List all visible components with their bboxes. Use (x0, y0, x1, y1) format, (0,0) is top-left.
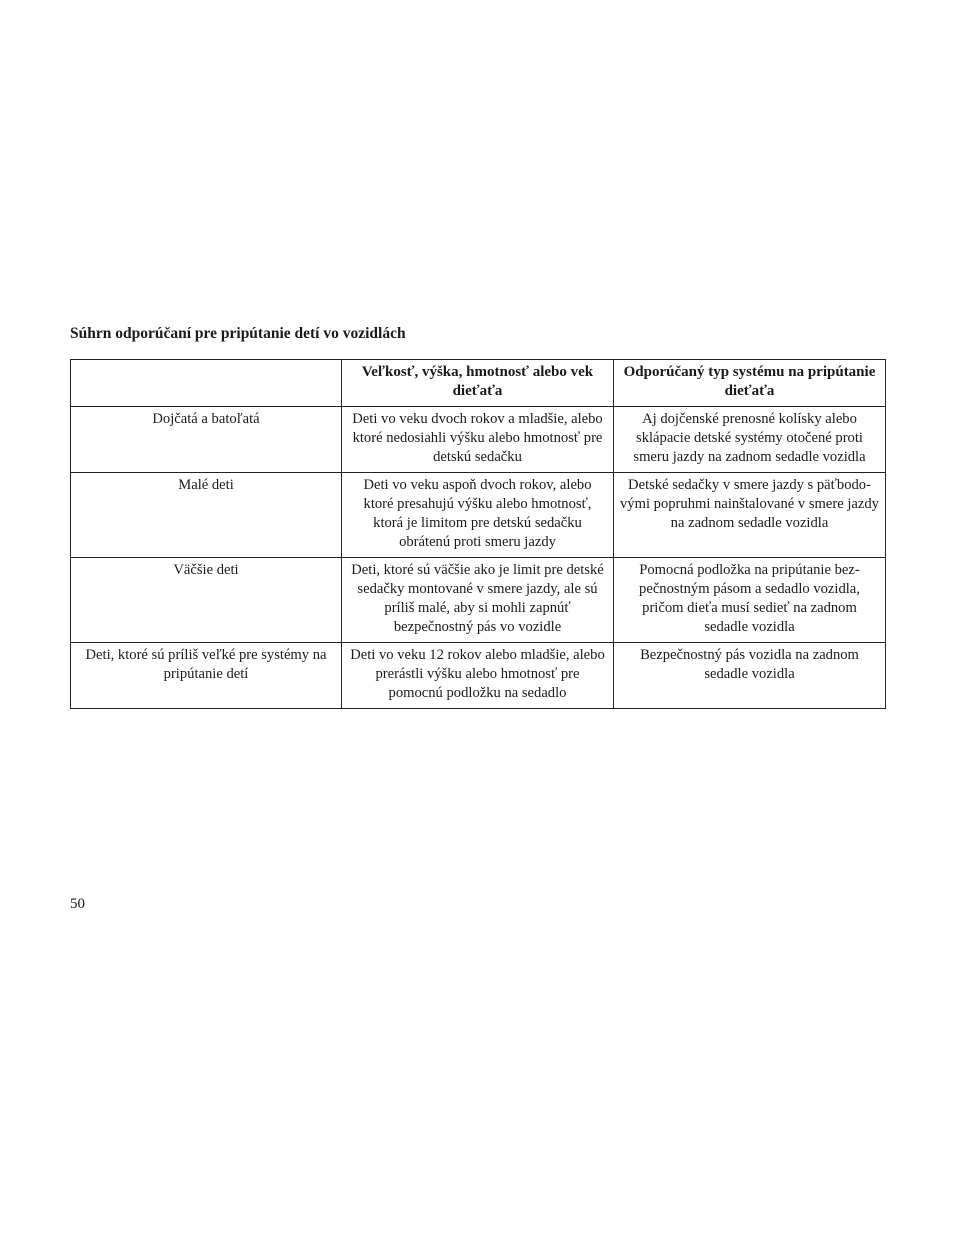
table-cell-recommended-restraint: Bezpečnostný pás vozidla na zadnom sedadle vozidla (614, 643, 886, 709)
header-cell-category (71, 360, 342, 407)
header-cell-recommended-restraint: Odporúčaný typ systému na pripútanie dieťaťa (614, 360, 886, 407)
table-cell-category: Dojčatá a batoľatá (71, 407, 342, 473)
table-cell-category: Deti, ktoré sú príliš veľké pre systémy na pripútanie detí (71, 643, 342, 709)
page-number: 50 (70, 896, 85, 912)
section-title: Súhrn odporúčaní pre pripútanie detí vo vozidlách (70, 325, 406, 342)
table-cell-category: Väčšie deti (71, 558, 342, 643)
table-cell-category: Malé deti (71, 473, 342, 558)
table-cell-recommended-restraint: Detské sedačky v smere jazdy s päťbodo-vými popruhmi nainštalované v smere jazdy na zadnom sedadle vozidla (614, 473, 886, 558)
table-row (71, 558, 886, 643)
table-cell-size-weight-age: Deti, ktoré sú väčšie ako je limit pre detské sedačky montované v smere jazdy, ale sú príliš malé, aby si mohli zapnúť bezpečnostný pás vo vozidle (342, 558, 614, 643)
table-row (71, 407, 886, 473)
table-cell-recommended-restraint: Pomocná podložka na pripútanie bez-pečnostným pásom a sedadlo vozidla, pričom dieťa musí sedieť na zadnom sedadle vozidla (614, 558, 886, 643)
table-header-row (71, 360, 886, 407)
header-cell-size-weight-age: Veľkosť, výška, hmotnosť alebo vek dieťaťa (342, 360, 614, 407)
table-cell-size-weight-age: Deti vo veku dvoch rokov a mladšie, alebo ktoré nedosiahli výšku alebo hmotnosť pre detskú sedačku (342, 407, 614, 473)
child-restraint-recommendations-table (70, 359, 886, 709)
table-cell-size-weight-age: Deti vo veku aspoň dvoch rokov, alebo ktoré presahujú výšku alebo hmotnosť, ktorá je limitom pre detskú sedačku obrátenú proti smeru jazdy (342, 473, 614, 558)
table-cell-size-weight-age: Deti vo veku 12 rokov alebo mladšie, alebo prerástli výšku alebo hmotnosť pre pomocnú podložku na sedadlo (342, 643, 614, 709)
table-body (71, 407, 886, 709)
table-row (71, 473, 886, 558)
table-cell-recommended-restraint: Aj dojčenské prenosné kolísky alebo sklápacie detské systémy otočené proti smeru jazdy na zadnom sedadle vozidla (614, 407, 886, 473)
table-row (71, 643, 886, 709)
table-header (71, 360, 886, 407)
